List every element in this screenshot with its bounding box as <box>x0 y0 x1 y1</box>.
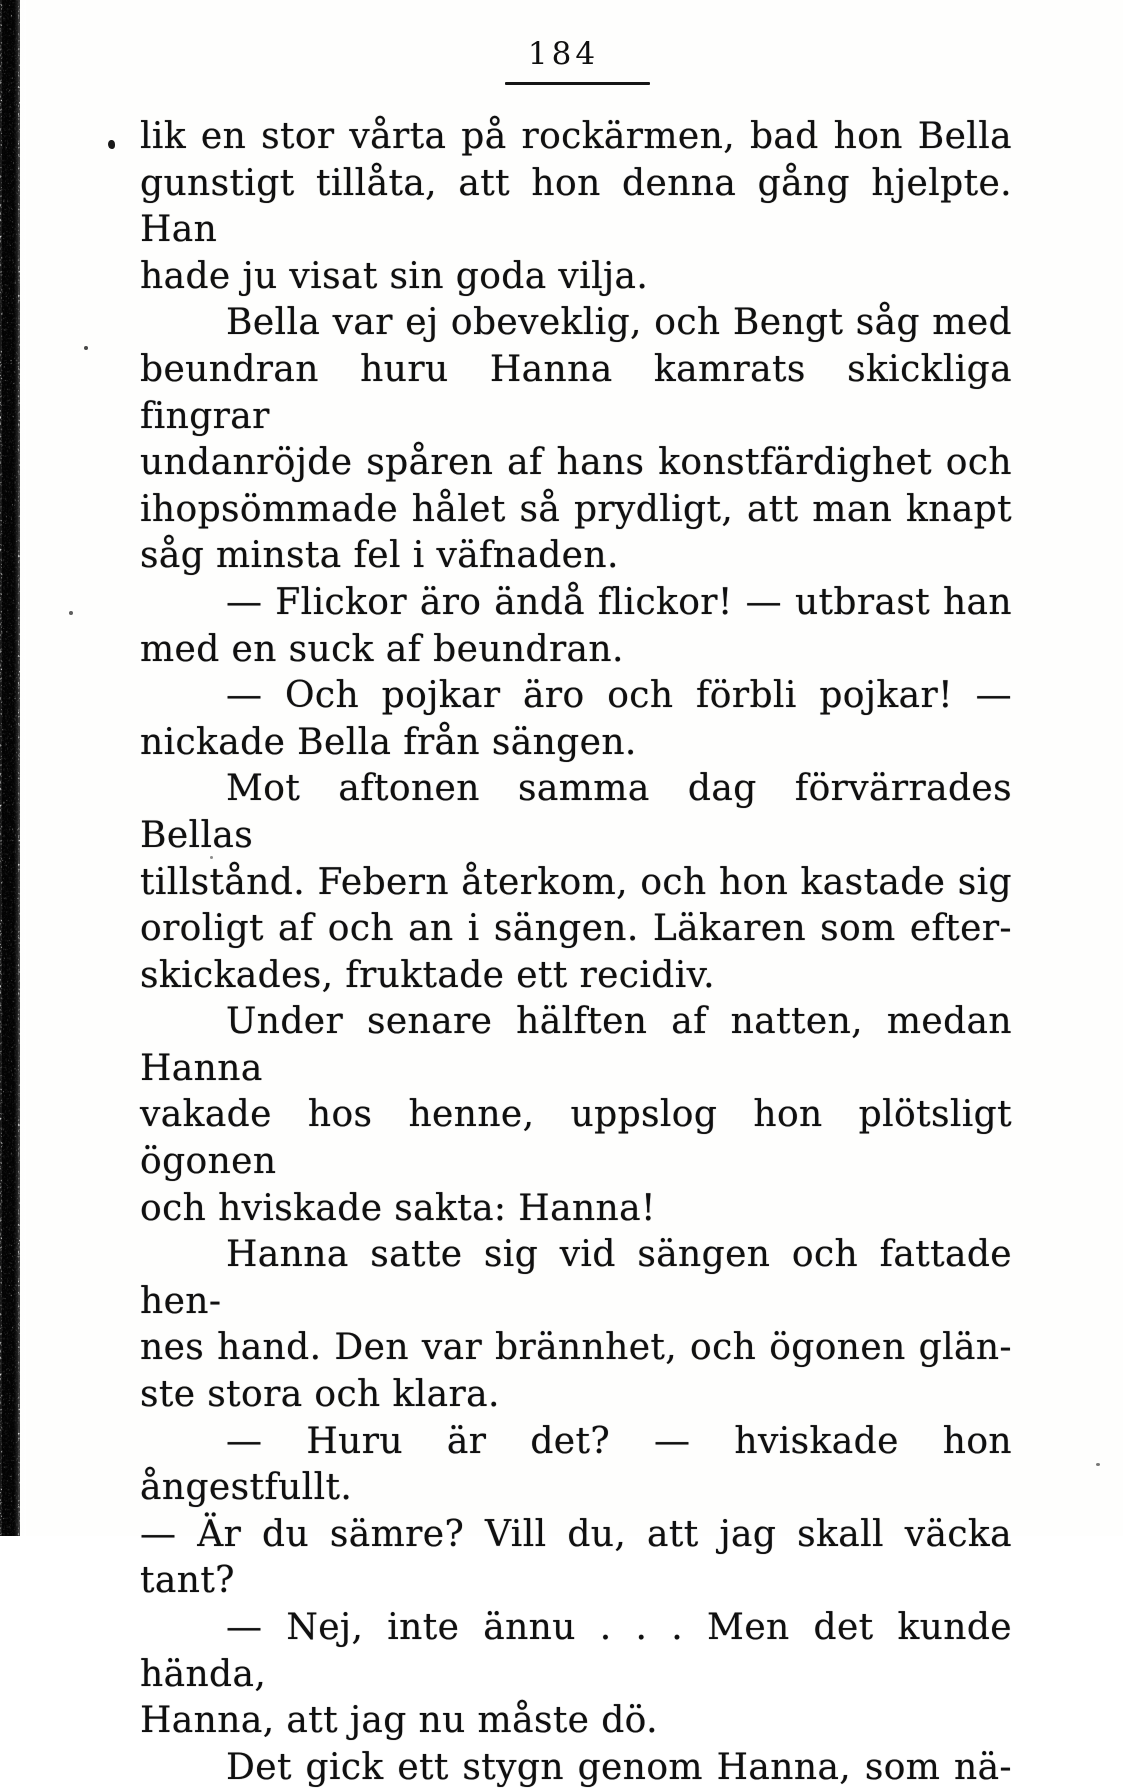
paragraph <box>140 300 1012 580</box>
text-line: beundran huru Hanna kamrats skickliga fingrar <box>140 348 1012 437</box>
text-line: — Är du sämre? Vill du, att jag skall väcka tant? <box>140 1513 1012 1602</box>
text-line: tillstånd. Febern återkom, och hon kastade sig <box>140 861 1012 903</box>
text-line: skickades, fruktade ett recidiv. <box>140 954 715 996</box>
text-line: Hanna, att jag nu måste dö. <box>140 1700 658 1742</box>
text-line: gunstigt tillåta, att hon denna gång hjelpte. Han <box>140 162 1012 251</box>
ink-speck <box>84 346 88 350</box>
text-line: vakade hos henne, uppslog hon plötsligt ögonen <box>140 1094 1012 1183</box>
text-line: Under senare hälften af natten, medan Hanna <box>140 1001 1012 1089</box>
paragraph <box>140 1232 1012 1418</box>
paragraph <box>140 580 1012 673</box>
page-header <box>0 36 1123 72</box>
text-line: lik en stor vårta på rockärmen, bad hon Bella <box>140 116 1012 157</box>
text-line: Mot aftonen samma dag förvärrades Bellas <box>140 768 1012 856</box>
paragraph <box>140 1605 1012 1745</box>
paragraph <box>140 999 1012 1232</box>
page-number: 184 <box>527 36 600 72</box>
text-line: med en suck af beundran. <box>140 628 624 670</box>
text-line: Hanna satte sig vid sängen och fattade hen- <box>140 1234 1012 1322</box>
text-line: nes hand. Den var brännhet, och ögonen glän- <box>140 1327 1012 1369</box>
text-line: — Nej, inte ännu . . . Men det kunde hända, <box>140 1607 1012 1695</box>
paragraph <box>140 766 1012 999</box>
scan-edge-artifact <box>0 0 26 1536</box>
text-line: — Flickor äro ändå flickor! — utbrast han <box>226 581 1012 623</box>
text-line: — Huru är det? — hviskade hon ångestfullt. <box>140 1420 1012 1509</box>
paragraph <box>140 1745 1012 1791</box>
text-line: och hviskade sakta: Hanna! <box>140 1187 656 1229</box>
paragraph <box>140 1512 1012 1605</box>
text-line: hade ju visat sin goda vilja. <box>140 255 649 297</box>
text-line: ste stora och klara. <box>140 1374 500 1416</box>
text-line: nickade Bella från sängen. <box>140 721 637 763</box>
paragraph <box>140 114 1012 300</box>
text-line: oroligt af och an i sängen. Läkaren som efter- <box>140 908 1012 950</box>
text-line: Bella var ej obeveklig, och Bengt såg med <box>226 302 1012 344</box>
ink-speck <box>1096 1463 1100 1466</box>
text-line: såg minsta fel i väfnaden. <box>140 535 619 577</box>
text-body <box>140 114 1012 1791</box>
page-number-rule <box>505 82 650 85</box>
paragraph <box>140 1419 1012 1512</box>
text-line: undanröjde spåren af hans konstfärdighet och <box>140 442 1012 484</box>
ink-speck <box>69 611 73 615</box>
text-line: ihopsömmade hålet så prydligt, att man knapt <box>140 488 1012 530</box>
text-line: — Och pojkar äro och förbli pojkar! — <box>226 675 1012 717</box>
paragraph <box>140 673 1012 766</box>
text-line: Det gick ett stygn genom Hanna, som nä- <box>226 1746 1012 1788</box>
ink-speck <box>108 140 115 149</box>
